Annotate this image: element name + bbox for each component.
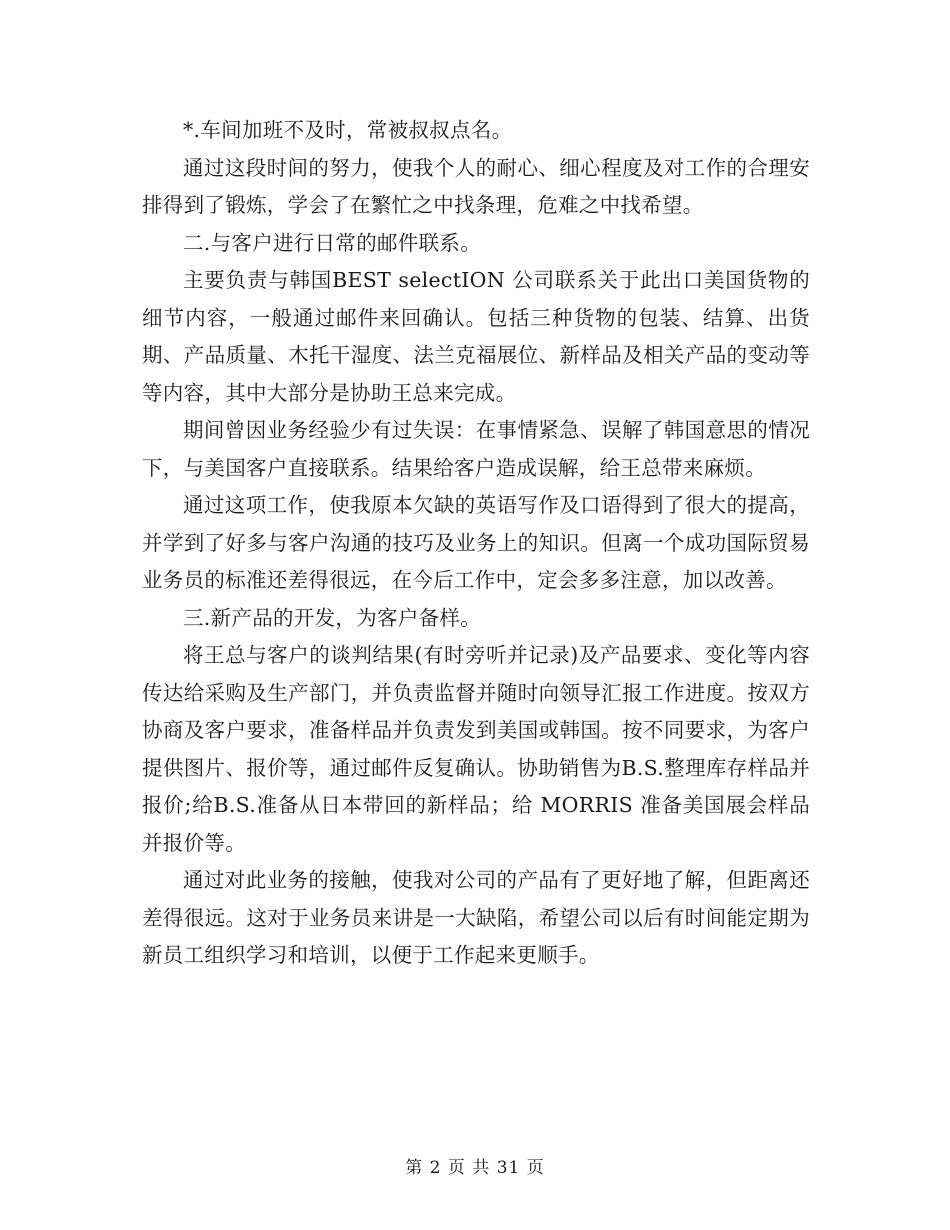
paragraph-effort-summary: 通过这段时间的努力，使我个人的耐心、细心程度及对工作的合理安排得到了锻炼，学会了在繁忙之中找条理，危难之中找希望。 — [142, 155, 810, 217]
page-number-footer: 第 2 页 共 31 页 — [405, 1158, 545, 1178]
section-heading-new-product: 三.新产品的开发，为客户备样。 — [183, 605, 482, 630]
paragraph-sample-preparation: 将王总与客户的谈判结果(有时旁听并记录)及产品要求、变化等内容传达给采购及生产部门，并负责监督并随时向领导汇报工作进度。按双方协商及客户要求，准备样品并负责发到美国或韩国。按不同要求，为客户提供图片、报价等，通过邮件反复确认。协助销售为B.S.整理库存样品并报价;给B.S.准备从日本带回的新样品；给 MORRIS 准备美国展会样品并报价等。 — [142, 643, 810, 855]
paragraph-korea-contact: 主要负责与韩国BEST selectION 公司联系关于此出口美国货物的细节内容，一般通过邮件来回确认。包括三种货物的包装、结算、出货期、产品质量、木托干湿度、法兰克福展位、新样品及相关产品的变动等等内容，其中大部分是协助王总来完成。 — [142, 268, 810, 405]
paragraph-mistake: 期间曾因业务经验少有过失误：在事情紧急、误解了韩国意思的情况下，与美国客户直接联系。结果给客户造成误解，给王总带来麻烦。 — [142, 418, 810, 480]
paragraph-english-improvement: 通过这项工作，使我原本欠缺的英语写作及口语得到了很大的提高，并学到了好多与客户沟通的技巧及业务上的知识。但离一个成功国际贸易业务员的标准还差得很远，在今后工作中，定会多多注意，加以改善。 — [142, 493, 810, 592]
section-heading-email-contact: 二.与客户进行日常的邮件联系。 — [183, 230, 482, 255]
paragraph-training-suggestion: 通过对此业务的接触，使我对公司的产品有了更好地了解，但距离还差得很远。这对于业务员来讲是一大缺陷，希望公司以后有时间能定期为新员工组织学习和培训，以便于工作起来更顺手。 — [142, 868, 810, 967]
document-body — [142, 112, 810, 975]
paragraph-workshop-overtime: *.车间加班不及时，常被叔叔点名。 — [183, 118, 513, 142]
